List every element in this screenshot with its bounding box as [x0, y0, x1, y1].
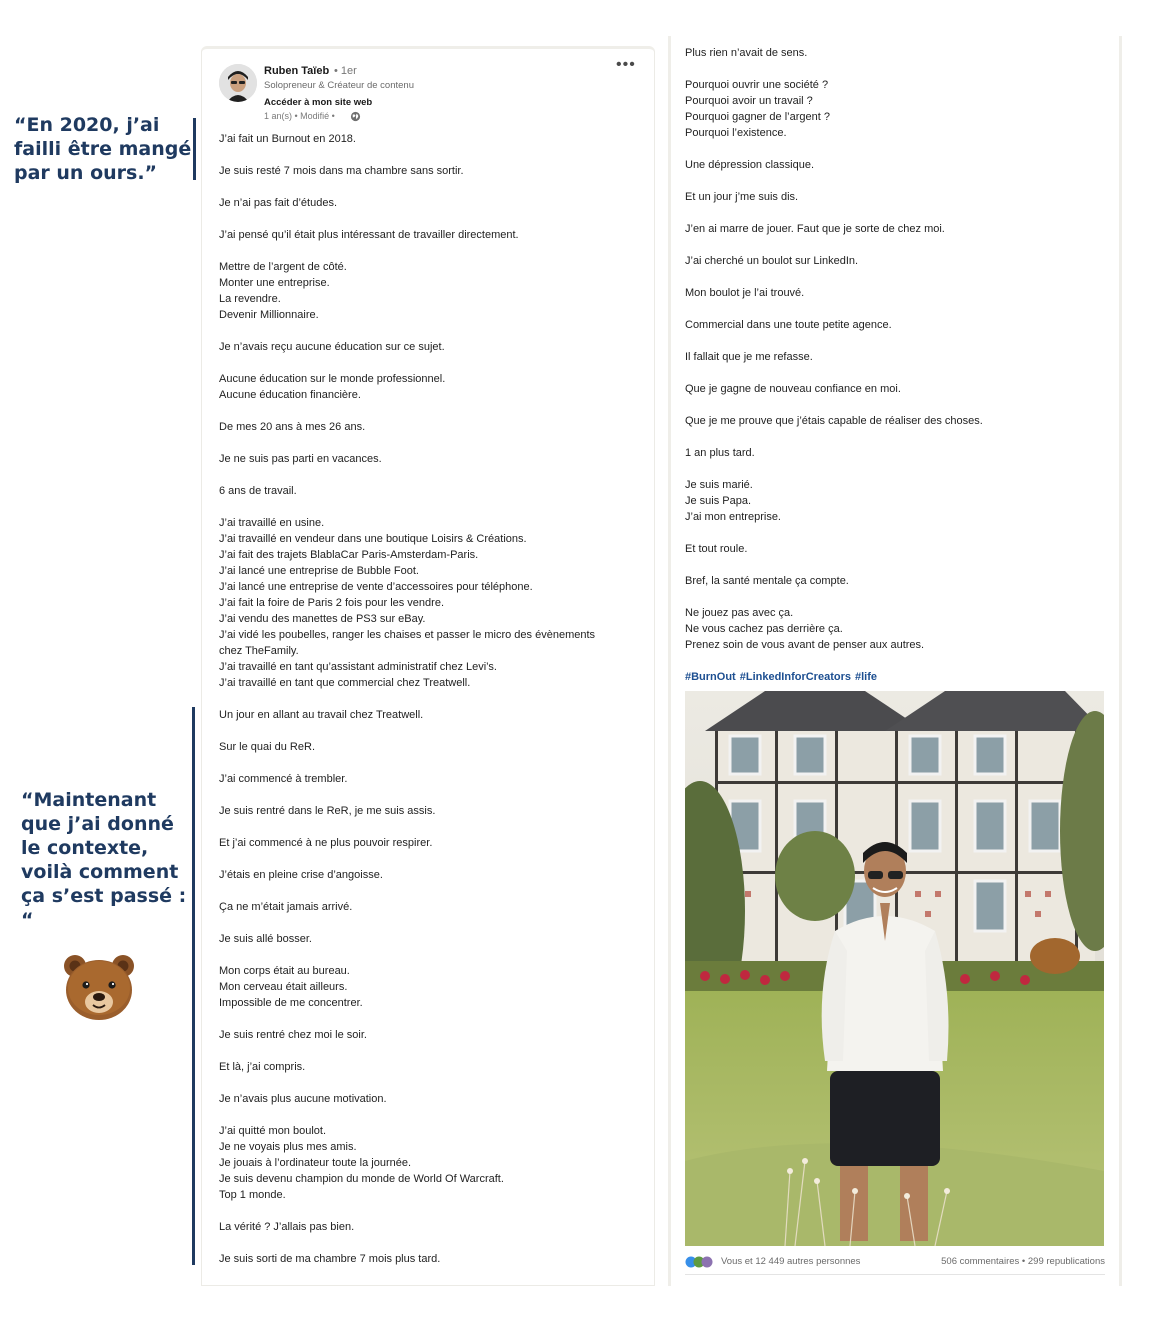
post-text-line: Commercial dans une toute petite agence.	[685, 319, 892, 331]
post-text-line	[219, 467, 649, 483]
post-text-line: Devenir Millionnaire.	[219, 309, 319, 321]
post-text-line: Que je me prouve que j’étais capable de réaliser des choses.	[685, 415, 983, 427]
post-text-line: Je suis allé bosser.	[219, 933, 312, 945]
post-text-line	[219, 179, 649, 195]
reaction-count[interactable]: Vous et 12 449 autres personnes	[721, 1256, 861, 1267]
post-text-line	[685, 205, 1115, 221]
post-text-line: Mettre de l’argent de côté.	[219, 261, 347, 273]
post-text-line	[685, 557, 1115, 573]
post-text-line: Et j’ai commencé à ne plus pouvoir respirer.	[219, 837, 433, 849]
post-text-line: Plus rien n’avait de sens.	[685, 47, 808, 59]
post-text-line: Aucune éducation sur le monde professionnel.	[219, 373, 446, 385]
more-options-icon[interactable]: •••	[616, 56, 636, 73]
post-text-line	[685, 589, 1115, 605]
post-text-line: Je suis sorti de ma chambre 7 mois plus tard.	[219, 1253, 441, 1265]
post-text-line	[685, 141, 1115, 157]
post-text-line: Bref, la santé mentale ça compte.	[685, 575, 849, 587]
post-text-line	[685, 173, 1115, 189]
post-text-line: Pourquoi ouvrir une société ?	[685, 79, 829, 91]
post-text-line: Un jour en allant au travail chez Treatwell.	[219, 709, 424, 721]
post-text-line	[219, 723, 649, 739]
comment-repost-count[interactable]: 506 commentaires • 299 republications	[941, 1256, 1105, 1267]
post-text-line	[685, 237, 1115, 253]
post-text-line: J’ai fait des trajets BlablaCar Paris-Amsterdam-Paris.	[219, 549, 479, 561]
post-text-line: chez TheFamily.	[219, 645, 299, 657]
post-text-line	[219, 355, 649, 371]
post-photo[interactable]	[685, 691, 1104, 1246]
post-text-line: Mon cerveau était ailleurs.	[219, 981, 348, 993]
post-text-line: La vérité ? J’allais pas bien.	[219, 1221, 355, 1233]
website-link[interactable]: Accéder à mon site web	[264, 97, 373, 108]
post-text-line	[219, 1043, 649, 1059]
globe-icon	[350, 111, 361, 122]
post-text-line: Je suis devenu champion du monde de World Of Warcraft.	[219, 1173, 504, 1185]
post-text-line: Je n’ai pas fait d’études.	[219, 197, 338, 209]
post-text-line: Et un jour j’me suis dis.	[685, 191, 799, 203]
bear-face-icon	[62, 952, 136, 1022]
post-text-line: J’ai commencé à trembler.	[219, 773, 348, 785]
post-text-line	[219, 435, 649, 451]
post-text-line: Top 1 monde.	[219, 1189, 286, 1201]
post-text-line: J’ai pensé qu’il était plus intéressant de travailler directement.	[219, 229, 519, 241]
post-text-line: J’ai vendu des manettes de PS3 sur eBay.	[219, 613, 426, 625]
post-text-line	[219, 755, 649, 771]
post-text-line	[219, 947, 649, 963]
post-text-line: Je suis marié.	[685, 479, 753, 491]
avatar[interactable]	[219, 64, 257, 102]
post-text-line	[219, 323, 649, 339]
post-text-line	[219, 915, 649, 931]
post-text-line: Ça ne m’était jamais arrivé.	[219, 901, 353, 913]
post-text-line: J’ai travaillé en vendeur dans une boutique Loisirs & Créations.	[219, 533, 527, 545]
post-text-line	[685, 653, 1115, 669]
post-text-line	[219, 1107, 649, 1123]
post-text-line	[685, 429, 1115, 445]
post-text-line: J’ai fait la foire de Paris 2 fois pour les vendre.	[219, 597, 445, 609]
post-text-line: Ne vous cachez pas derrière ça.	[685, 623, 843, 635]
post-text-line: Je n’avais reçu aucune éducation sur ce sujet.	[219, 341, 445, 353]
post-text-line: Aucune éducation financière.	[219, 389, 361, 401]
post-text-right	[685, 45, 1115, 685]
post-text-line: J’ai vidé les poubelles, ranger les chaises et passer le micro des évènements	[219, 629, 596, 641]
post-text-line	[219, 1075, 649, 1091]
post-text-line: Que je gagne de nouveau confiance en moi.	[685, 383, 901, 395]
connection-degree: • 1er	[334, 65, 357, 77]
post-text-line: Je jouais à l’ordinateur toute la journée.	[219, 1157, 412, 1169]
post-text-line: J’ai lancé une entreprise de vente d’accessoires pour téléphone.	[219, 581, 533, 593]
post-text-line: J’ai travaillé en tant qu’assistant administratif chez Levi’s.	[219, 661, 497, 673]
post-text-line	[685, 525, 1115, 541]
hashtag-link[interactable]: #BurnOut	[685, 671, 736, 683]
annotation-quote-bottom: “Maintenant que j’ai donné le contexte, voilà comment ça s’est passé : “	[21, 789, 187, 931]
divider	[685, 1274, 1105, 1275]
post-text-line: Pourquoi l’existence.	[685, 127, 787, 139]
post-text-line: Mon boulot je l’ai trouvé.	[685, 287, 805, 299]
post-text-line	[219, 851, 649, 867]
author-name[interactable]: Ruben Taïeb	[264, 65, 330, 77]
post-text-line	[219, 787, 649, 803]
post-text-line	[219, 211, 649, 227]
post-text-line: Je suis rentré dans le ReR, je me suis assis.	[219, 805, 436, 817]
post-text-line: 6 ans de travail.	[219, 485, 297, 497]
post-text-line: Impossible de me concentrer.	[219, 997, 363, 1009]
post-text-line: J’ai travaillé en tant que commercial chez Treatwell.	[219, 677, 471, 689]
post-text-line: Ne jouez pas avec ça.	[685, 607, 794, 619]
post-text-line: Mon corps était au bureau.	[219, 965, 350, 977]
post-text-line: J’ai quitté mon boulot.	[219, 1125, 327, 1137]
post-text-line: Monter une entreprise.	[219, 277, 330, 289]
post-text-line	[219, 1011, 649, 1027]
post-text-line	[219, 147, 649, 163]
post-text-line: Je ne voyais plus mes amis.	[219, 1141, 357, 1153]
post-text-line	[219, 691, 649, 707]
post-text-line: Une dépression classique.	[685, 159, 815, 171]
post-text-line	[219, 243, 649, 259]
post-text-line: Il fallait que je me refasse.	[685, 351, 813, 363]
post-card-left	[201, 46, 655, 1286]
post-text-line: Je n’avais plus aucune motivation.	[219, 1093, 387, 1105]
post-text-line: J’en ai marre de jouer. Faut que je sorte de chez moi.	[685, 223, 945, 235]
post-text-line: Je suis Papa.	[685, 495, 752, 507]
post-text-line: J’ai travaillé en usine.	[219, 517, 325, 529]
post-text-line	[219, 883, 649, 899]
post-text-line	[685, 301, 1115, 317]
post-text-line	[219, 499, 649, 515]
post-text-line: La revendre.	[219, 293, 281, 305]
post-text-line: J’ai lancé une entreprise de Bubble Foot.	[219, 565, 419, 577]
post-text-line	[685, 61, 1115, 77]
post-text-line	[685, 461, 1115, 477]
post-text-line	[219, 1235, 649, 1251]
post-text-line: Pourquoi avoir un travail ?	[685, 95, 813, 107]
post-text-line	[685, 397, 1115, 413]
annotation-bar-top	[193, 118, 196, 180]
post-text-line	[685, 269, 1115, 285]
post-text-left	[219, 131, 649, 1267]
post-text-line: J’étais en pleine crise d’angoisse.	[219, 869, 383, 881]
post-card-right	[668, 36, 1122, 1286]
post-text-line: De mes 20 ans à mes 26 ans.	[219, 421, 366, 433]
post-text-line: Je ne suis pas parti en vacances.	[219, 453, 382, 465]
post-text-line: J’ai mon entreprise.	[685, 511, 781, 523]
post-text-line: Sur le quai du ReR.	[219, 741, 315, 753]
reactions-bar[interactable]	[685, 1254, 1105, 1270]
post-text-line: Je suis resté 7 mois dans ma chambre sans sortir.	[219, 165, 464, 177]
author-headline: Solopreneur & Créateur de contenu	[264, 80, 414, 91]
post-text-line: Et là, j’ai compris.	[219, 1061, 306, 1073]
post-text-line: Pourquoi gagner de l’argent ?	[685, 111, 830, 123]
hashtag-line	[685, 669, 1115, 685]
post-text-line	[219, 1203, 649, 1219]
annotation-quote-top: “En 2020, j’ai failli être mangé par un ours.”	[14, 114, 192, 184]
post-text-line: Et tout roule.	[685, 543, 748, 555]
post-text-line: J’ai fait un Burnout en 2018.	[219, 133, 356, 145]
post-text-line	[219, 819, 649, 835]
reaction-icons	[685, 1256, 717, 1268]
post-text-line	[685, 333, 1115, 349]
post-text-line	[219, 403, 649, 419]
hashtag-link[interactable]: #life	[854, 671, 877, 683]
annotation-bar-bottom	[192, 707, 195, 1265]
post-text-line: Je suis rentré chez moi le soir.	[219, 1029, 367, 1041]
post-text-line: J’ai cherché un boulot sur LinkedIn.	[685, 255, 859, 267]
post-meta: 1 an(s) • Modifié •	[264, 111, 335, 121]
post-text-line	[685, 365, 1115, 381]
hashtag-link[interactable]: #LinkedInforCreators	[739, 671, 851, 683]
post-text-line: Prenez soin de vous avant de penser aux autres.	[685, 639, 925, 651]
post-text-line: 1 an plus tard.	[685, 447, 755, 459]
